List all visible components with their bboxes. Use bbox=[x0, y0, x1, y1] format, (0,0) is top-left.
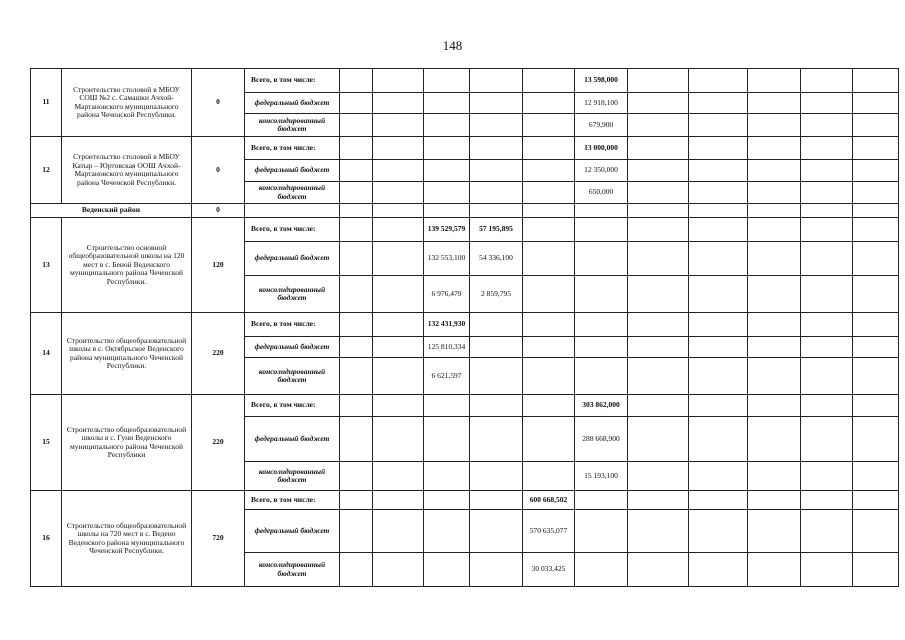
district-name: Веденский район bbox=[31, 204, 192, 218]
value-cell bbox=[424, 114, 470, 137]
value-cell bbox=[523, 69, 575, 93]
value-cell bbox=[575, 510, 628, 553]
value-cell bbox=[628, 510, 689, 553]
empty-cell bbox=[853, 337, 899, 358]
value-cell: 13 598,000 bbox=[575, 69, 628, 93]
value-cell bbox=[801, 182, 853, 204]
value-cell bbox=[801, 137, 853, 160]
value-cell bbox=[424, 417, 470, 462]
table-row bbox=[31, 313, 899, 337]
value-cell bbox=[470, 417, 523, 462]
value-cell bbox=[801, 395, 853, 417]
value-cell bbox=[340, 160, 373, 182]
value-cell bbox=[470, 160, 523, 182]
project-number: 15 bbox=[31, 395, 62, 491]
empty-cell bbox=[575, 204, 628, 218]
value-cell bbox=[373, 417, 424, 462]
empty-cell bbox=[853, 553, 899, 587]
value-cell bbox=[523, 93, 575, 114]
value-cell bbox=[470, 358, 523, 395]
value-cell bbox=[801, 242, 853, 276]
value-cell bbox=[689, 160, 748, 182]
project-capacity: 0 bbox=[192, 69, 245, 137]
value-cell: 132 553,100 bbox=[424, 242, 470, 276]
value-cell bbox=[801, 313, 853, 337]
value-cell bbox=[523, 137, 575, 160]
value-cell: 570 635,077 bbox=[523, 510, 575, 553]
value-cell bbox=[523, 160, 575, 182]
project-number: 11 bbox=[31, 69, 62, 137]
budget-type-label: Всего, в том числе: bbox=[245, 69, 340, 93]
value-cell bbox=[748, 417, 801, 462]
empty-cell bbox=[853, 93, 899, 114]
value-cell bbox=[801, 462, 853, 491]
empty-cell bbox=[424, 204, 470, 218]
value-cell: 54 336,100 bbox=[470, 242, 523, 276]
value-cell bbox=[628, 395, 689, 417]
value-cell bbox=[801, 553, 853, 587]
project-name: Строительство основной общеобразовательной школы на 120 мест в с. Беной Веденского муниципального района Чеченской Республики. bbox=[62, 218, 192, 313]
value-cell: 57 195,895 bbox=[470, 218, 523, 242]
value-cell bbox=[373, 137, 424, 160]
value-cell bbox=[748, 358, 801, 395]
value-cell: 6 976,479 bbox=[424, 276, 470, 313]
value-cell bbox=[689, 218, 748, 242]
value-cell bbox=[575, 491, 628, 510]
value-cell bbox=[748, 218, 801, 242]
value-cell bbox=[523, 462, 575, 491]
value-cell bbox=[340, 417, 373, 462]
value-cell: 6 621,597 bbox=[424, 358, 470, 395]
value-cell: 125 810,334 bbox=[424, 337, 470, 358]
project-name: Строительство общеобразовательной школы на 720 мест в с. Ведено Веденского района муниципального Чеченской Республики. bbox=[62, 491, 192, 587]
value-cell bbox=[523, 242, 575, 276]
value-cell bbox=[801, 69, 853, 93]
value-cell bbox=[801, 358, 853, 395]
value-cell bbox=[689, 114, 748, 137]
value-cell bbox=[523, 358, 575, 395]
empty-cell bbox=[523, 204, 575, 218]
project-capacity: 0 bbox=[192, 137, 245, 204]
budget-type-label: Всего, в том числе: bbox=[245, 137, 340, 160]
budget-type-label: консолидированный бюджет bbox=[245, 276, 340, 313]
value-cell bbox=[470, 182, 523, 204]
value-cell bbox=[801, 93, 853, 114]
project-name: Строительство общеобразовательной школы в с. Октябрьское Веденского района муниципального Чеченской Республики. bbox=[62, 313, 192, 395]
empty-cell bbox=[853, 69, 899, 93]
value-cell bbox=[373, 337, 424, 358]
project-name: Строительство общеобразовательной школы в с. Гуни Веденского муниципального района Чеченской Республики bbox=[62, 395, 192, 491]
value-cell bbox=[689, 358, 748, 395]
budget-type-label: консолидированный бюджет bbox=[245, 358, 340, 395]
value-cell bbox=[689, 182, 748, 204]
value-cell bbox=[689, 553, 748, 587]
value-cell bbox=[575, 358, 628, 395]
table-row bbox=[31, 137, 899, 160]
budget-type-label: Всего, в том числе: bbox=[245, 313, 340, 337]
value-cell bbox=[689, 337, 748, 358]
value-cell bbox=[424, 93, 470, 114]
value-cell bbox=[689, 510, 748, 553]
project-number: 12 bbox=[31, 137, 62, 204]
value-cell: 288 668,900 bbox=[575, 417, 628, 462]
value-cell bbox=[523, 337, 575, 358]
value-cell bbox=[575, 276, 628, 313]
value-cell bbox=[628, 242, 689, 276]
value-cell bbox=[575, 242, 628, 276]
value-cell bbox=[470, 462, 523, 491]
value-cell bbox=[470, 491, 523, 510]
empty-cell bbox=[853, 276, 899, 313]
value-cell bbox=[373, 510, 424, 553]
value-cell: 30 033,425 bbox=[523, 553, 575, 587]
value-cell bbox=[628, 337, 689, 358]
empty-cell bbox=[340, 204, 373, 218]
value-cell bbox=[340, 510, 373, 553]
value-cell bbox=[424, 182, 470, 204]
budget-type-label: консолидированный бюджет bbox=[245, 553, 340, 587]
value-cell bbox=[340, 462, 373, 491]
value-cell bbox=[470, 395, 523, 417]
value-cell bbox=[373, 69, 424, 93]
value-cell: 2 859,795 bbox=[470, 276, 523, 313]
value-cell bbox=[689, 417, 748, 462]
table-row bbox=[31, 69, 899, 93]
value-cell bbox=[689, 242, 748, 276]
value-cell bbox=[424, 510, 470, 553]
value-cell bbox=[575, 218, 628, 242]
value-cell bbox=[628, 218, 689, 242]
value-cell bbox=[373, 395, 424, 417]
value-cell bbox=[373, 218, 424, 242]
value-cell bbox=[470, 93, 523, 114]
value-cell bbox=[340, 337, 373, 358]
value-cell: 650,000 bbox=[575, 182, 628, 204]
empty-cell bbox=[853, 114, 899, 137]
value-cell bbox=[523, 182, 575, 204]
empty-cell bbox=[853, 242, 899, 276]
value-cell bbox=[748, 242, 801, 276]
value-cell bbox=[628, 417, 689, 462]
empty-cell bbox=[853, 313, 899, 337]
value-cell bbox=[340, 114, 373, 137]
value-cell bbox=[373, 182, 424, 204]
budget-type-label: федеральный бюджет bbox=[245, 337, 340, 358]
value-cell: 303 862,000 bbox=[575, 395, 628, 417]
value-cell bbox=[340, 313, 373, 337]
empty-cell bbox=[853, 182, 899, 204]
empty-cell bbox=[748, 204, 801, 218]
value-cell bbox=[628, 358, 689, 395]
value-cell: 139 529,579 bbox=[424, 218, 470, 242]
budget-type-label: консолидированный бюджет bbox=[245, 114, 340, 137]
empty-cell bbox=[245, 204, 340, 218]
empty-cell bbox=[853, 160, 899, 182]
value-cell bbox=[801, 417, 853, 462]
value-cell bbox=[689, 276, 748, 313]
project-name: Строительство столовой в МБОУ СОШ №2 с. Самашки Ачхой-Мартановского муниципального района Чеченской Республики. bbox=[62, 69, 192, 137]
value-cell bbox=[628, 276, 689, 313]
value-cell bbox=[340, 358, 373, 395]
value-cell bbox=[424, 491, 470, 510]
value-cell bbox=[470, 114, 523, 137]
budget-type-label: федеральный бюджет bbox=[245, 417, 340, 462]
empty-cell bbox=[373, 204, 424, 218]
value-cell bbox=[424, 69, 470, 93]
value-cell bbox=[748, 276, 801, 313]
table-row bbox=[31, 218, 899, 242]
value-cell bbox=[628, 553, 689, 587]
value-cell bbox=[801, 510, 853, 553]
value-cell bbox=[801, 160, 853, 182]
value-cell bbox=[424, 137, 470, 160]
project-number: 14 bbox=[31, 313, 62, 395]
value-cell bbox=[373, 491, 424, 510]
value-cell bbox=[340, 242, 373, 276]
value-cell bbox=[689, 491, 748, 510]
value-cell bbox=[748, 93, 801, 114]
value-cell bbox=[748, 160, 801, 182]
value-cell bbox=[523, 313, 575, 337]
empty-cell bbox=[689, 204, 748, 218]
value-cell bbox=[373, 242, 424, 276]
value-cell bbox=[575, 553, 628, 587]
value-cell bbox=[801, 218, 853, 242]
value-cell: 12 350,000 bbox=[575, 160, 628, 182]
value-cell bbox=[470, 137, 523, 160]
value-cell bbox=[628, 462, 689, 491]
value-cell bbox=[628, 114, 689, 137]
value-cell bbox=[523, 276, 575, 313]
district-value: 0 bbox=[192, 204, 245, 218]
page-number: 148 bbox=[442, 38, 463, 53]
value-cell bbox=[340, 69, 373, 93]
value-cell bbox=[340, 553, 373, 587]
value-cell bbox=[523, 114, 575, 137]
value-cell bbox=[748, 395, 801, 417]
empty-cell bbox=[628, 204, 689, 218]
value-cell bbox=[373, 358, 424, 395]
value-cell bbox=[801, 337, 853, 358]
value-cell bbox=[748, 114, 801, 137]
budget-type-label: Всего, в том числе: bbox=[245, 395, 340, 417]
value-cell bbox=[689, 313, 748, 337]
project-capacity: 120 bbox=[192, 218, 245, 313]
value-cell: 15 193,100 bbox=[575, 462, 628, 491]
value-cell: 679,900 bbox=[575, 114, 628, 137]
empty-cell bbox=[801, 204, 853, 218]
value-cell bbox=[470, 510, 523, 553]
value-cell bbox=[424, 395, 470, 417]
value-cell bbox=[340, 218, 373, 242]
value-cell bbox=[801, 114, 853, 137]
value-cell bbox=[628, 313, 689, 337]
value-cell bbox=[689, 137, 748, 160]
empty-cell bbox=[853, 417, 899, 462]
value-cell: 12 918,100 bbox=[575, 93, 628, 114]
empty-cell bbox=[853, 462, 899, 491]
value-cell: 132 431,930 bbox=[424, 313, 470, 337]
value-cell bbox=[628, 182, 689, 204]
value-cell bbox=[748, 510, 801, 553]
budget-type-label: Всего, в том числе: bbox=[245, 218, 340, 242]
budget-type-label: консолидированный бюджет bbox=[245, 182, 340, 204]
empty-cell bbox=[853, 204, 899, 218]
empty-cell bbox=[853, 510, 899, 553]
budget-type-label: федеральный бюджет bbox=[245, 242, 340, 276]
value-cell bbox=[628, 93, 689, 114]
value-cell bbox=[801, 491, 853, 510]
value-cell bbox=[689, 395, 748, 417]
value-cell bbox=[470, 337, 523, 358]
value-cell bbox=[748, 69, 801, 93]
table-body bbox=[31, 69, 899, 587]
value-cell bbox=[470, 553, 523, 587]
value-cell bbox=[748, 313, 801, 337]
empty-cell bbox=[470, 204, 523, 218]
value-cell bbox=[523, 395, 575, 417]
value-cell bbox=[424, 462, 470, 491]
value-cell bbox=[340, 491, 373, 510]
value-cell bbox=[748, 553, 801, 587]
value-cell bbox=[748, 462, 801, 491]
table-row bbox=[31, 491, 899, 510]
value-cell bbox=[373, 160, 424, 182]
value-cell: 600 668,502 bbox=[523, 491, 575, 510]
value-cell bbox=[748, 137, 801, 160]
value-cell bbox=[628, 137, 689, 160]
value-cell bbox=[689, 69, 748, 93]
value-cell bbox=[628, 69, 689, 93]
value-cell bbox=[373, 553, 424, 587]
empty-cell bbox=[853, 218, 899, 242]
empty-cell bbox=[853, 137, 899, 160]
empty-cell bbox=[853, 491, 899, 510]
value-cell bbox=[373, 93, 424, 114]
value-cell bbox=[628, 491, 689, 510]
value-cell bbox=[373, 462, 424, 491]
value-cell bbox=[424, 553, 470, 587]
value-cell bbox=[373, 276, 424, 313]
value-cell: 13 000,000 bbox=[575, 137, 628, 160]
value-cell bbox=[523, 218, 575, 242]
project-capacity: 220 bbox=[192, 395, 245, 491]
budget-type-label: Всего, в том числе: bbox=[245, 491, 340, 510]
value-cell bbox=[424, 160, 470, 182]
budget-type-label: консолидированный бюджет bbox=[245, 462, 340, 491]
budget-type-label: федеральный бюджет bbox=[245, 160, 340, 182]
value-cell bbox=[523, 417, 575, 462]
value-cell bbox=[689, 93, 748, 114]
value-cell bbox=[373, 313, 424, 337]
value-cell bbox=[575, 313, 628, 337]
project-capacity: 220 bbox=[192, 313, 245, 395]
value-cell bbox=[373, 114, 424, 137]
value-cell bbox=[689, 462, 748, 491]
value-cell bbox=[470, 313, 523, 337]
budget-type-label: федеральный бюджет bbox=[245, 93, 340, 114]
value-cell bbox=[748, 491, 801, 510]
project-number: 16 bbox=[31, 491, 62, 587]
value-cell bbox=[340, 182, 373, 204]
budget-type-label: федеральный бюджет bbox=[245, 510, 340, 553]
budget-table bbox=[30, 68, 899, 587]
empty-cell bbox=[853, 395, 899, 417]
value-cell bbox=[340, 93, 373, 114]
project-name: Строительство столовой в МБОУ Катыр – Юртовская ООШ Ачхой-Мартановского муниципального района Чеченской Республики. bbox=[62, 137, 192, 204]
value-cell bbox=[575, 337, 628, 358]
empty-cell bbox=[853, 358, 899, 395]
value-cell bbox=[340, 276, 373, 313]
value-cell bbox=[628, 160, 689, 182]
district-row bbox=[31, 204, 899, 218]
value-cell bbox=[340, 137, 373, 160]
value-cell bbox=[340, 395, 373, 417]
value-cell bbox=[801, 276, 853, 313]
table-row bbox=[31, 395, 899, 417]
value-cell bbox=[748, 182, 801, 204]
value-cell bbox=[470, 69, 523, 93]
project-capacity: 720 bbox=[192, 491, 245, 587]
value-cell bbox=[748, 337, 801, 358]
project-number: 13 bbox=[31, 218, 62, 313]
